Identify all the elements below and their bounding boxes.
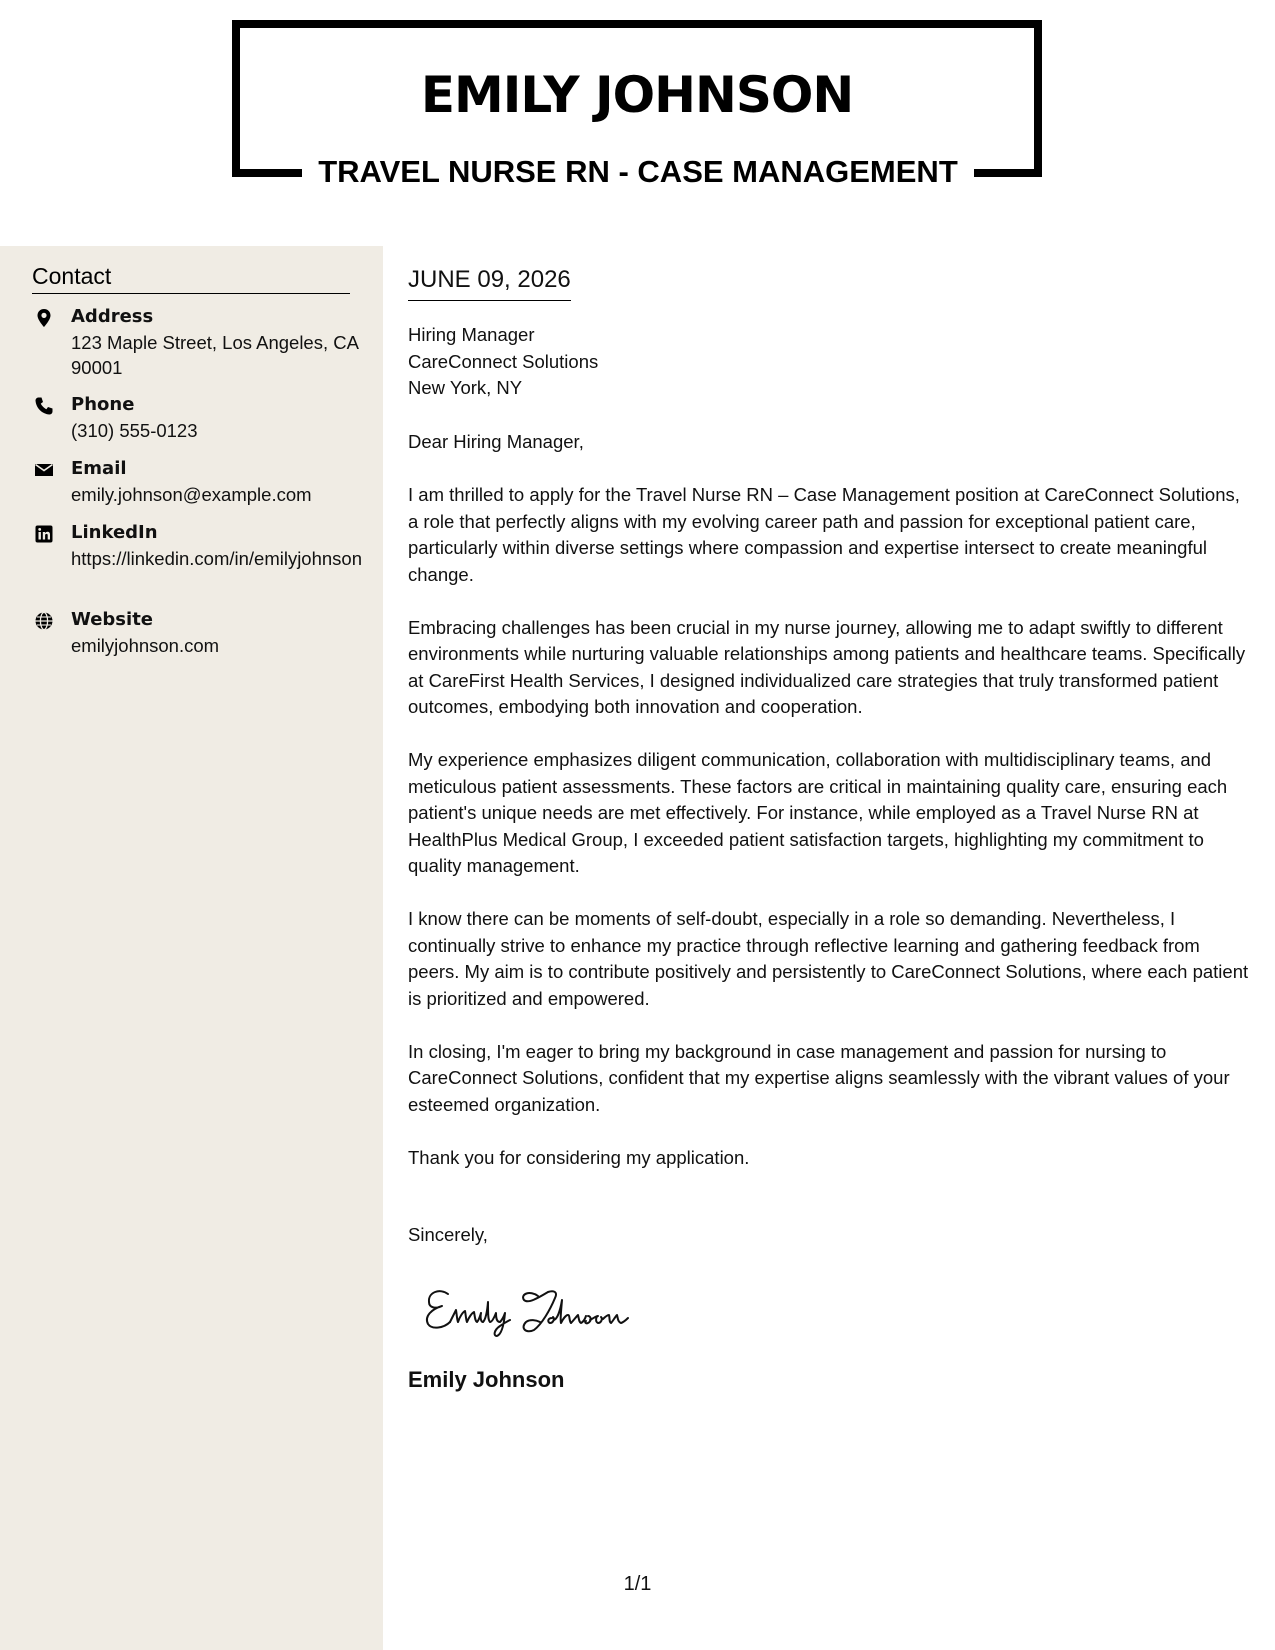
contact-website-value[interactable]: emilyjohnson.com — [71, 635, 220, 656]
header-frame-right — [1034, 20, 1042, 177]
letter-body — [408, 429, 1253, 1198]
applicant-name: EMILY JOHNSON — [420, 66, 854, 124]
page-number: 1/1 — [623, 1573, 652, 1595]
recipient-line: Hiring Manager — [408, 324, 535, 345]
contact-phone-label: Phone — [71, 394, 135, 415]
linkedin-icon — [34, 524, 54, 544]
contact-email-value: emily.johnson@example.com — [71, 484, 312, 505]
contact-website-label: Website — [71, 609, 154, 630]
signed-name: Emily Johnson — [408, 1367, 565, 1392]
header-frame-top — [232, 20, 1042, 28]
location-pin-icon — [34, 308, 54, 328]
envelope-icon — [34, 460, 54, 480]
body-paragraph: Thank you for considering my application. — [408, 1146, 750, 1168]
handwritten-signature — [420, 1272, 660, 1342]
contact-linkedin-label: LinkedIn — [71, 522, 158, 543]
phone-icon — [34, 396, 54, 416]
body-paragraph: Embracing challenges has been crucial in my nurse journey, allowing me to adapt swiftly to different environments while nurturing valuable relationships among patients and healthcare teams. Specifically at CareFirst Health Services, I designed individualized care strategies that truly transformed patient outcomes, embodying both innovation and cooperation. — [408, 616, 1246, 717]
closing: Sincerely, — [408, 1224, 488, 1245]
header-frame-bottom-left — [232, 169, 302, 177]
recipient-line: CareConnect Solutions — [408, 350, 599, 372]
contact-linkedin-value[interactable]: https://linkedin.com/in/emilyjohnson — [71, 548, 363, 569]
contact-address-value: 123 Maple Street, Los Angeles, CA 90001 — [71, 332, 358, 378]
salutation: Dear Hiring Manager, — [408, 431, 584, 452]
recipient-block — [408, 322, 598, 402]
body-paragraph: I know there can be moments of self-doubt, especially in a role so demanding. Nevertheless, I continually strive to enhance my practice through reflective learning and gathering feedback from peers. My aim is to contribute positively and persistently to CareConnect Solutions, where each patient is prioritized and empowered. — [408, 908, 1249, 1009]
contact-email-label: Email — [71, 458, 127, 479]
body-paragraph: My experience emphasizes diligent communication, collaboration with multidisciplinary teams, and meticulous patient assessments. These factors are critical in maintaining quality care, ensuring each patient's unique needs are met effectively. For instance, while employed as a Travel Nurse RN at HealthPlus Medical Group, I exceeded patient satisfaction targets, highlighting my commitment to quality management. — [408, 749, 1228, 876]
recipient-line: New York, NY — [408, 377, 523, 398]
header-frame-bottom-right — [974, 169, 1042, 177]
job-title: TRAVEL NURSE RN - CASE MANAGEMENT — [318, 154, 958, 189]
globe-icon — [34, 611, 54, 631]
contact-address-label: Address — [71, 306, 154, 327]
sidebar — [0, 246, 383, 1650]
contact-phone-value: (310) 555-0123 — [71, 420, 198, 441]
letter-date: JUNE 09, 2026 — [408, 264, 571, 301]
header-frame-left — [232, 20, 240, 177]
body-paragraph: In closing, I'm eager to bring my background in case management and passion for nursing to CareConnect Solutions, confident that my expertise aligns seamlessly with the vibrant values of your esteemed organization. — [408, 1040, 1230, 1115]
body-paragraph: I am thrilled to apply for the Travel Nurse RN – Case Management position at CareConnect Solutions, a role that perfectly aligns with my evolving career path and passion for exceptional patient care, particularly within diverse settings where compassion and expertise intersect to create meaningful change. — [408, 484, 1240, 585]
contact-heading: Contact — [32, 262, 350, 294]
